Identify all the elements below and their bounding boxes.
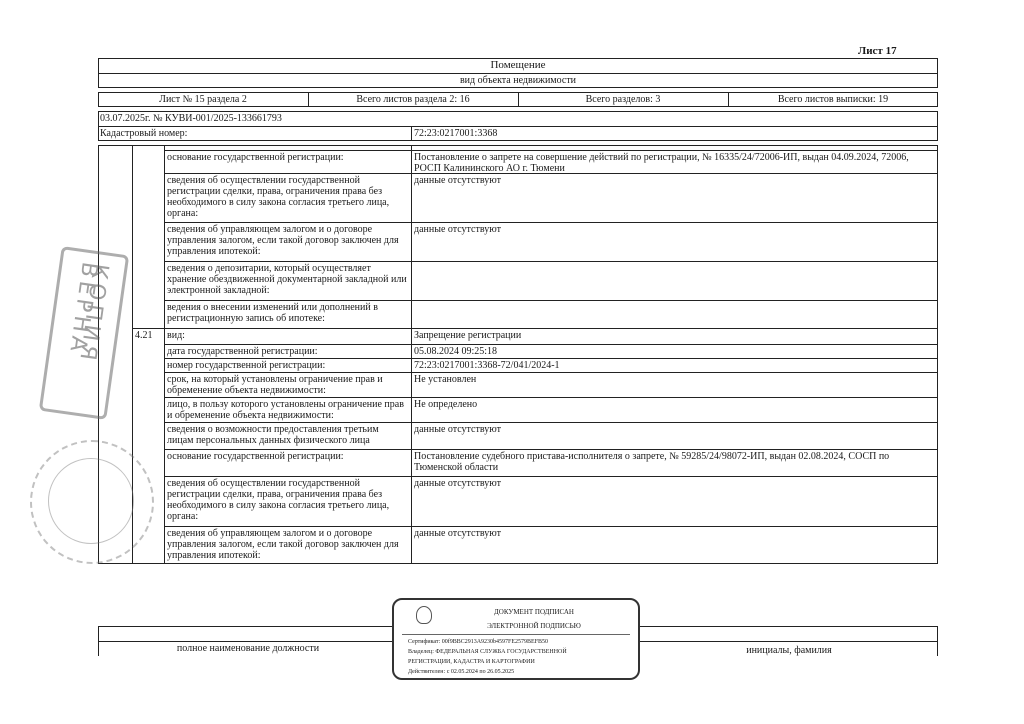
cadastral-value: 72:23:0217001:3368 xyxy=(414,128,498,139)
record-value: Постановление о запрете на совершение действий по регистрации, № 16335/24/72006-ИП, выдан 04.09.2024, 72006, РОСП Калининского АО г. Тюмени xyxy=(414,152,909,174)
esig-certificate: Сертификат: 00f9BBC2913A9230b4597FE2579BEFB50 xyxy=(408,639,549,645)
record-label: ведения о внесении изменений или дополнений в регистрационную запись об ипотеке: xyxy=(167,302,378,324)
total-sections: Всего разделов: 3 xyxy=(585,94,661,105)
record-value: Запрещение регистрации xyxy=(414,330,522,341)
sheet-label: Лист 17 xyxy=(858,45,897,57)
esig-valid: Действителен: с 02.05.2024 по 26.05.2025 xyxy=(408,669,515,675)
total-sheets-extract: Всего листов выписки: 19 xyxy=(777,94,889,105)
record-value: 05.08.2024 09:25:18 xyxy=(414,346,498,357)
record-value: данные отсутствуют xyxy=(414,175,501,186)
object-type-caption: вид объекта недвижимости xyxy=(459,75,577,86)
esig-title-2: ЭЛЕКТРОННОЙ ПОДПИСЬЮ xyxy=(487,622,581,630)
esig-owner-1: Владелец: ФЕДЕРАЛЬНАЯ СЛУЖБА ГОСУДАРСТВЕННОЙ xyxy=(408,649,567,655)
record-label: дата государственной регистрации: xyxy=(167,346,318,357)
total-sheets-section: Всего листов раздела 2: 16 xyxy=(356,94,470,105)
sheet-of-section: Лист № 15 раздела 2 xyxy=(159,94,247,105)
object-title: Помещение xyxy=(490,59,546,71)
record-value: Постановление судебного пристава-исполнителя о запрете, № 59285/24/98072-ИП, выдан 02.08.2024, СОСП по Тюменской области xyxy=(414,451,890,473)
record-value: данные отсутствуют xyxy=(414,528,501,539)
record-label: сведения о возможности предоставления третьим лицам персональных данных физического лица xyxy=(167,424,379,446)
record-label: лицо, в пользу которого установлены ограничение прав и обременение объекта недвижимости: xyxy=(167,399,404,421)
record-label: сведения об осуществлении государственной регистрации сделки, права, ограничения права без необходимого в силу закона согласия третьего лица, органа: xyxy=(167,478,390,522)
record-label: основание государственной регистрации: xyxy=(167,152,344,163)
doc-ref: 03.07.2025г. № КУВИ-001/2025-133661793 xyxy=(100,113,282,124)
initials-caption: инициалы, фамилия xyxy=(746,645,832,656)
emblem-icon xyxy=(416,606,432,624)
record-value: Не установлен xyxy=(414,374,477,385)
record-value: данные отсутствуют xyxy=(414,478,501,489)
record-label: номер государственной регистрации: xyxy=(167,360,326,371)
record-value: Не определено xyxy=(414,399,478,410)
record-label: основание государственной регистрации: xyxy=(167,451,344,462)
record-label: срок, на который установлены ограничение прав и обременение объекта недвижимости: xyxy=(167,374,383,396)
record-label: сведения об осуществлении государственной регистрации сделки, права, ограничения права без необходимого в силу закона согласия третьего лица, органа: xyxy=(167,175,390,219)
electronic-signature-stamp xyxy=(392,598,640,680)
record-label: вид: xyxy=(167,330,185,341)
record-value: данные отсутствуют xyxy=(414,424,501,435)
record-label: сведения об управляющем залогом и о договоре управления залогом, если такой договор заключен для управления ипотекой: xyxy=(167,224,399,257)
record-label: сведения об управляющем залогом и о договоре управления залогом, если такой договор заключен для управления ипотекой: xyxy=(167,528,399,561)
esig-title-1: ДОКУМЕНТ ПОДПИСАН xyxy=(494,608,574,616)
esig-owner-2: РЕГИСТРАЦИИ, КАДАСТРА И КАРТОГРАФИИ xyxy=(408,659,535,665)
record-label: сведения о депозитарии, который осуществляет хранение обездвиженной документарной закладной или электронной закладной: xyxy=(167,263,407,296)
record-value: данные отсутствуют xyxy=(414,224,501,235)
record-value: 72:23:0217001:3368-72/041/2024-1 xyxy=(414,360,560,371)
position-caption: полное наименование должности xyxy=(176,643,320,654)
copy-verified-stamp-text: КОПИЯ ВЕРНА xyxy=(63,260,113,366)
round-seal xyxy=(30,440,154,564)
round-seal-inner xyxy=(48,458,134,544)
record-number: 4.21 xyxy=(135,330,153,341)
cadastral-label: Кадастровый номер: xyxy=(100,128,188,139)
